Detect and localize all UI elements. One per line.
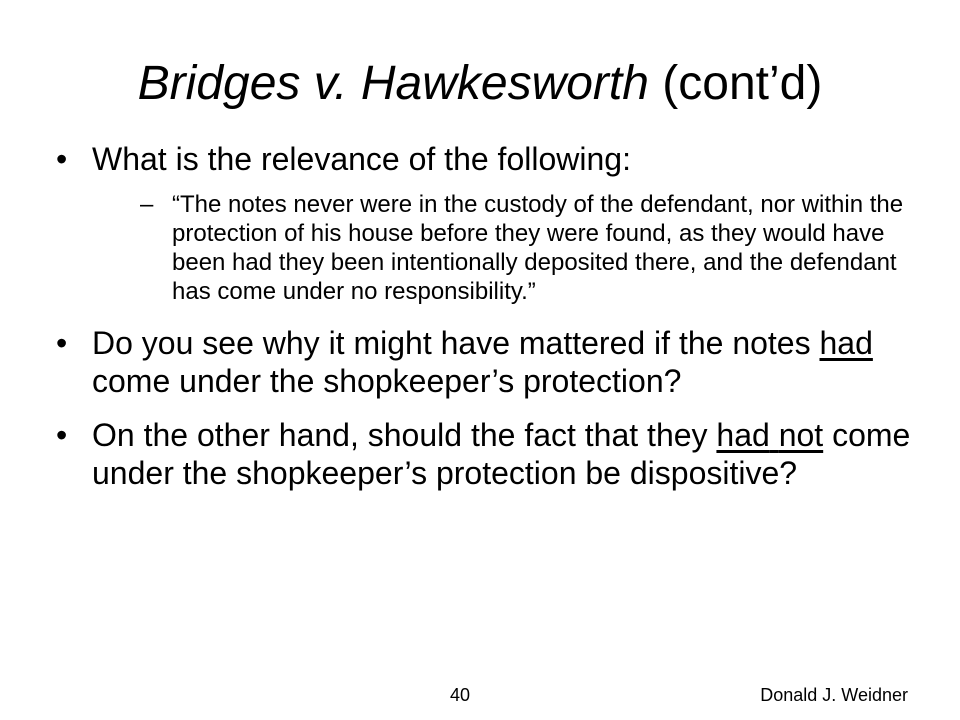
bullet-list	[56, 140, 916, 492]
title-suffix: (cont’d)	[648, 57, 823, 110]
bullet-icon: •	[56, 417, 68, 453]
underlined-not: not	[778, 417, 824, 453]
bullet-why-mattered	[56, 324, 916, 400]
bullet-why-mattered-text	[92, 325, 873, 399]
underlined-had: had	[819, 325, 873, 361]
text-segment: come under the shopkeeper’s protection?	[92, 363, 682, 399]
sub-bullet-quote	[92, 190, 916, 306]
underlined-had: had	[716, 417, 770, 453]
text-segment: Do you see why it might have mattered if the notes	[92, 325, 820, 361]
underlined-space	[770, 417, 779, 453]
bullet-relevance-text: What is the relevance of the following:	[92, 141, 631, 177]
bullet-icon: •	[56, 141, 68, 177]
dash-icon: –	[140, 191, 154, 218]
case-name: Bridges v. Hawkesworth	[137, 57, 649, 110]
page-number: 40	[449, 685, 471, 705]
bullet-dispositive-text	[92, 417, 910, 491]
bullet-dispositive	[56, 416, 916, 492]
slide-title	[0, 55, 960, 113]
author-name: Donald J. Weidner	[760, 685, 908, 705]
quote-text: “The notes never were in the custody of the defendant, nor within the protection of his house before they were found, as they would have been had they been intentionally deposited there, and the defendant has come under no responsibility.”	[172, 191, 904, 305]
bullet-icon: •	[56, 325, 68, 361]
bullet-relevance	[56, 140, 916, 306]
text-segment: On the other hand, should the fact that they	[92, 417, 717, 453]
text-segment: come under the shopkeeper’s protection be dispositive?	[92, 417, 911, 491]
